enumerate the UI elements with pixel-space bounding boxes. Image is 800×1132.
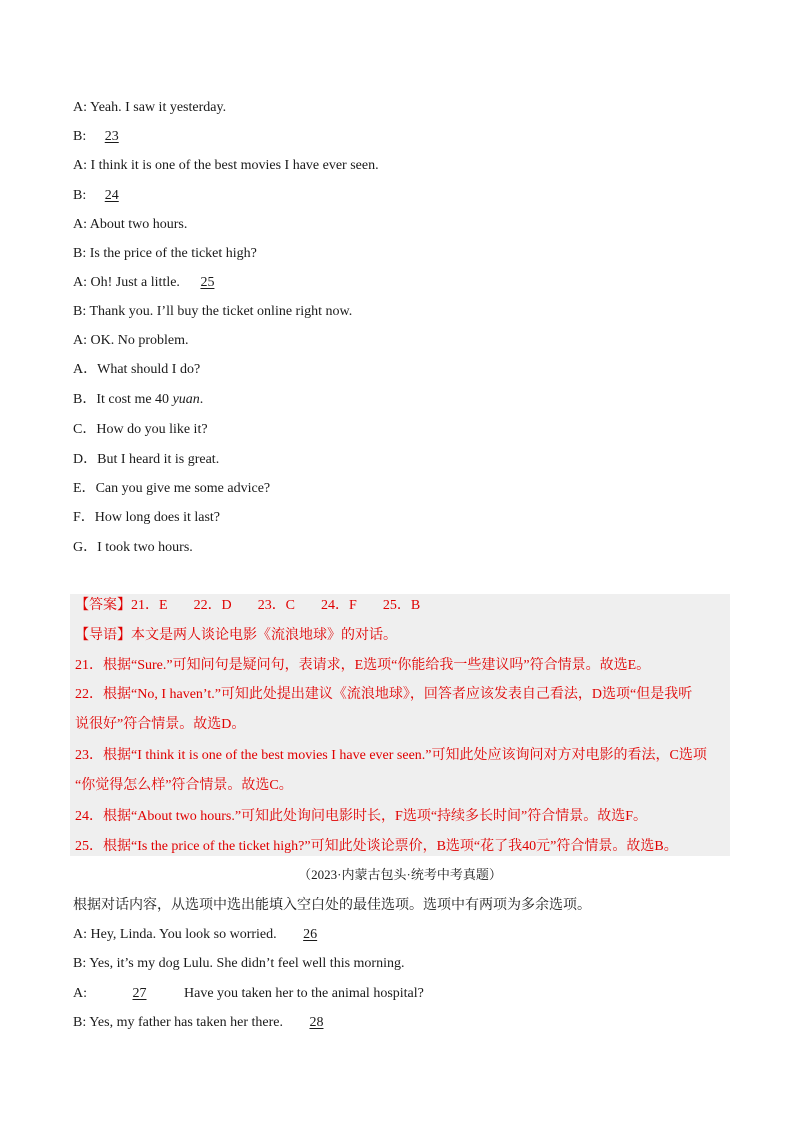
option-item: B．It cost me 40 yuan.: [73, 392, 204, 407]
explanation-line: 21．根据“Sure.”可知问句是疑问句，表请求，E选项“你能给我一些建议吗”符合情景。故选E。: [75, 658, 651, 673]
dialogue-line: A: Hey, Linda. You look so worried. 26: [73, 926, 334, 944]
explanation-line: 23．根据“I think it is one of the best movies I have ever seen.”可知此处应该询问对方对电影的看法，C选项: [75, 748, 707, 763]
option-item: A．What should I do?: [73, 362, 201, 377]
answer-keys: 【答案】21．E 22．D 23．C 24．F 25．B: [75, 598, 421, 613]
option-item: D．But I heard it is great.: [73, 452, 220, 467]
dialogue-line: B: 24: [73, 187, 130, 205]
dialogue-line: B: 23: [73, 128, 130, 146]
explanation-line: “你觉得怎么样”符合情景。故选C。: [75, 778, 293, 793]
explanation-line: 24．根据“About two hours.”可知此处询问电影时长，F选项“持续多长时间”符合情景。故选F。: [75, 809, 648, 824]
answer-guide: 【导语】本文是两人谈论电影《流浪地球》的对话。: [75, 628, 397, 643]
answer-blank: 27: [132, 986, 147, 1001]
explanation-line: 25．根据“Is the price of the ticket high?”可知此处谈论票价，B选项“花了我40元”符合情景。故选B。: [75, 839, 678, 854]
option-item: G．I took two hours.: [73, 540, 193, 555]
dialogue-line: A: Oh! Just a little. 25: [73, 274, 225, 292]
option-item: F．How long does it last?: [73, 510, 221, 525]
dialogue-line: B: Thank you. I’ll buy the ticket online right now.: [73, 304, 353, 319]
question-source: （2023·内蒙古包头·统考中考真题）: [298, 867, 502, 882]
dialogue-line: A: I think it is one of the best movies I have ever seen.: [73, 158, 379, 173]
option-item: E．Can you give me some advice?: [73, 481, 271, 496]
answer-blank: 28: [309, 1015, 324, 1030]
dialogue-line: B: Is the price of the ticket high?: [73, 246, 257, 261]
dialogue-line: A: About two hours.: [73, 217, 188, 232]
dialogue-line: A: OK. No problem.: [73, 333, 189, 348]
dialogue-line: A: Yeah. I saw it yesterday.: [73, 100, 227, 115]
explanation-line: 22．根据“No, I haven’t.”可知此处提出建议《流浪地球》，回答者应该发表自己看法，D选项“但是我听: [75, 687, 693, 702]
question-instruction: 根据对话内容，从选项中选出能填入空白处的最佳选项。选项中有两项为多余选项。: [73, 898, 591, 913]
answer-blank: 24: [104, 188, 119, 203]
answer-blank: 26: [303, 927, 318, 942]
option-item: C．How do you like it?: [73, 422, 208, 437]
answer-blank: 25: [200, 275, 215, 290]
dialogue-line: A: 27 Have you taken her to the animal hospital?: [73, 986, 424, 1001]
dialogue-line: B: Yes, it’s my dog Lulu. She didn’t feel well this morning.: [73, 956, 405, 971]
answer-blank: 23: [104, 129, 119, 144]
dialogue-line: B: Yes, my father has taken her there. 28: [73, 1014, 340, 1032]
explanation-line: 说很好”符合情景。故选D。: [75, 717, 246, 732]
